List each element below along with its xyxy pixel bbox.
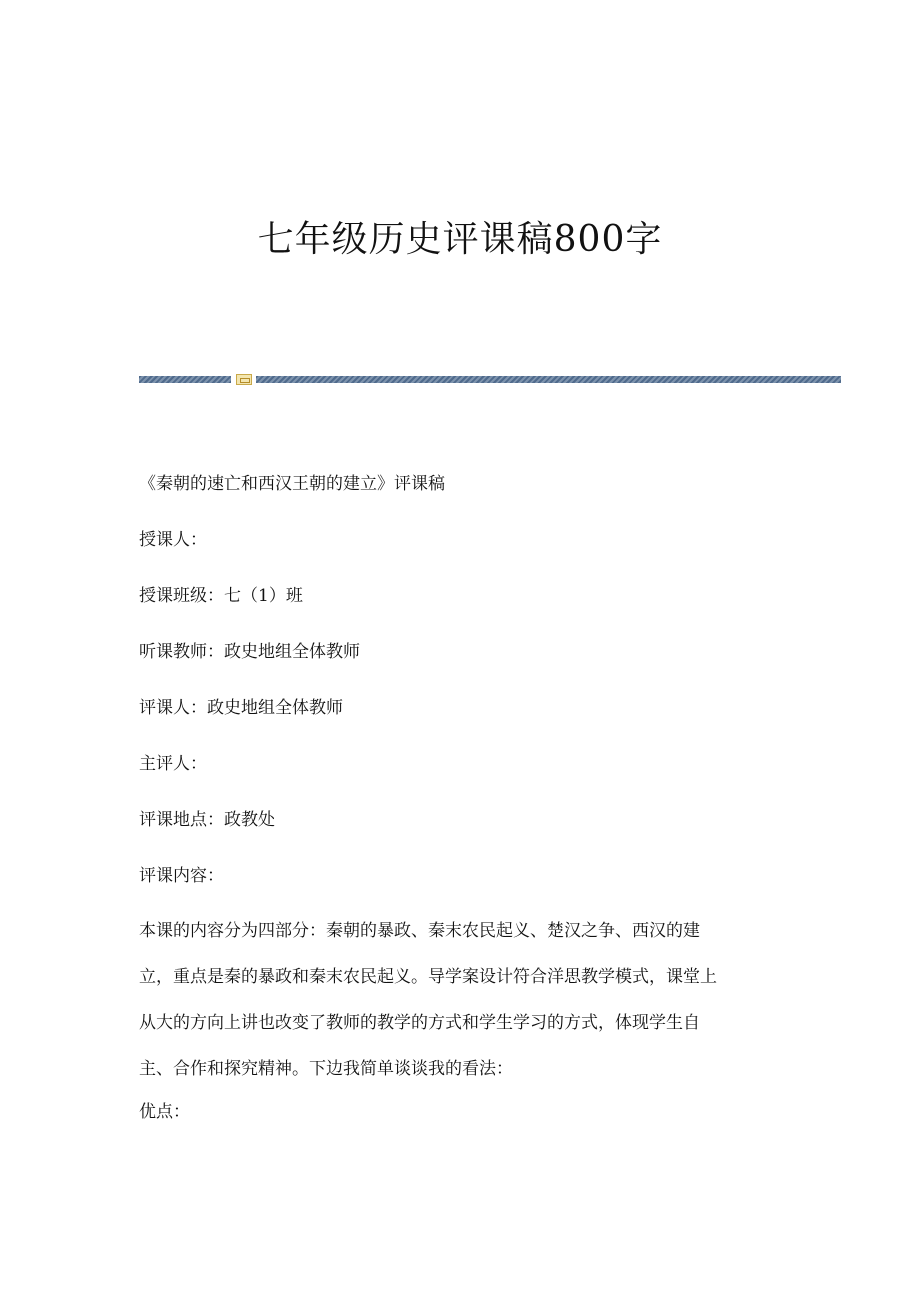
divider-ornament-icon [236,374,252,385]
advantages-heading: 优点： [139,1102,190,1122]
class-line: 授课班级：七（1）班 [139,586,303,606]
main-evaluator-line: 主评人： [139,754,207,774]
divider-bar-left [139,376,231,383]
content-heading-line: 评课内容： [139,866,224,886]
observers-line: 听课教师：政史地组全体教师 [139,642,360,662]
divider-bar-right [256,376,841,383]
paragraph-line: 本课的内容分为四部分：秦朝的暴政、秦末农民起义、楚汉之争、西汉的建 [139,921,700,941]
title-divider [139,374,841,384]
document-body [139,466,779,1150]
location-line: 评课地点：政教处 [139,810,275,830]
paragraph-line: 从大的方向上讲也改变了教师的教学的方式和学生学习的方式，体现学生自 [139,1013,700,1033]
teacher-line: 授课人： [139,530,207,550]
paragraph-line: 立，重点是秦的暴政和秦末农民起义。导学案设计符合洋思教学模式，课堂上 [139,967,717,987]
lesson-title-line: 《秦朝的速亡和西汉王朝的建立》评课稿 [139,474,445,494]
summary-paragraph [139,908,779,1092]
paragraph-line: 主、合作和探究精神。下边我简单谈谈我的看法： [139,1059,513,1079]
evaluators-line: 评课人：政史地组全体教师 [139,698,343,718]
document-title: 七年级历史评课稿800字 [257,219,663,260]
